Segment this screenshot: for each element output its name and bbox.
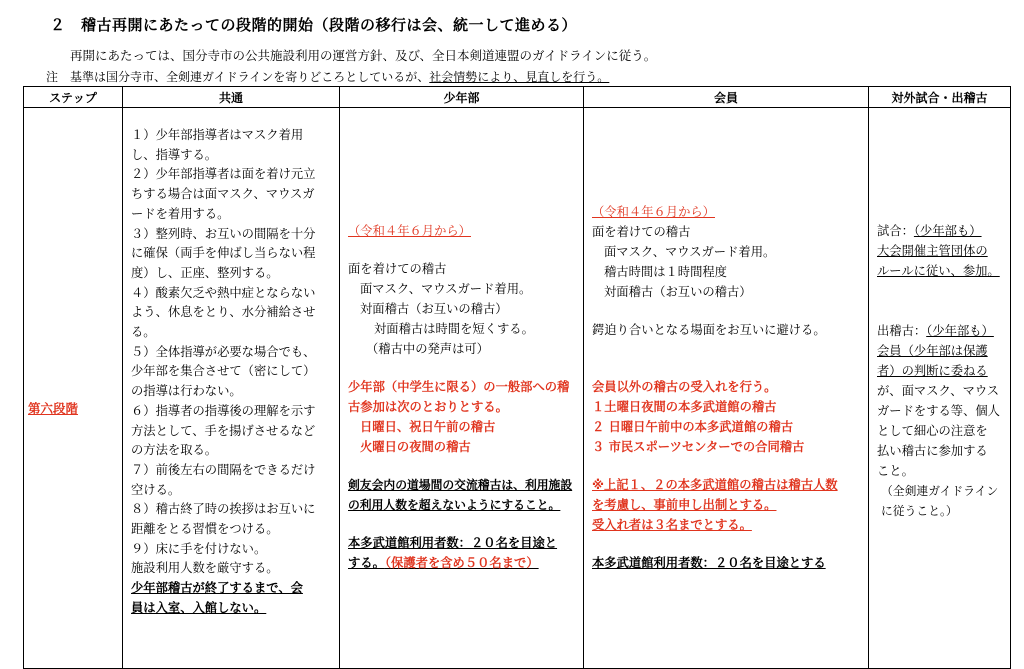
common-line: ５）全体指導が必要な場合でも、 <box>131 344 316 359</box>
col-youth: 少年部 <box>340 87 584 108</box>
members-line: 受入れ者は３名までとする。 <box>592 518 752 532</box>
members-since: （令和４年６月から） <box>592 205 715 219</box>
members-line: １土曜日夜間の本多武道館の稽古 <box>592 400 777 414</box>
common-line: ２）少年部指導者は面を着け元立 <box>131 167 316 182</box>
youth-line: 対面稽古（お互いの稽古） <box>360 302 508 316</box>
common-line: に確保（両手を伸ばし当らない程 <box>131 246 316 261</box>
common-line: の指導は行わない。 <box>131 384 242 399</box>
stage-table <box>23 86 1011 669</box>
common-line: 方法として、手を揚げさせるなど <box>131 423 316 438</box>
external-line: 会員（少年部は保護 <box>877 344 988 358</box>
common-line: ８）稽古終了時の挨拶はお互いに <box>131 502 316 517</box>
section-heading: ２ 稽古再開にあたっての段階的開始（段階の移行は会、統一して進める） <box>50 16 578 34</box>
common-line: よう、休息をとり、水分補給させ <box>131 305 316 320</box>
youth-line: の利用人数を超えないようにすること。 <box>348 498 561 512</box>
external-line: 払い稽古に参加する <box>877 444 988 458</box>
col-step: ステップ <box>24 87 123 108</box>
col-common: 共通 <box>123 87 340 108</box>
external-line: 者）の判断に委ねる <box>877 364 988 378</box>
youth-note-b: （保護者を含め５０名まで） <box>384 556 539 570</box>
external-line: こと。 <box>877 464 914 478</box>
common-line: ７）前後左右の間隔をできるだけ <box>131 462 316 477</box>
step-label: 第六段階 <box>28 401 79 416</box>
members-line: 本多武道館利用者数：２０名を目途とする <box>592 556 826 570</box>
common-line: し、指導する。 <box>131 147 218 162</box>
common-line: の方法を取る。 <box>131 443 218 458</box>
external-line <box>877 322 994 340</box>
common-line: ９）床に手を付けない。 <box>131 541 267 556</box>
external-line: 大会開催主管団体の <box>877 244 988 258</box>
youth-line: 面マスク、マウスガード着用。 <box>360 282 532 296</box>
header-row <box>24 87 1011 108</box>
col-members: 会員 <box>584 87 869 108</box>
youth-note-a: する。 <box>348 556 385 570</box>
youth-cell <box>340 108 584 669</box>
external-line: ルールに従い、参加。 <box>877 264 1000 278</box>
external-visit-youth: （少年部も） <box>926 324 994 338</box>
common-line: ４）酸素欠乏や熱中症とならない <box>131 285 316 300</box>
col-external: 対外試合・出稽古 <box>869 87 1011 108</box>
common-cell <box>123 108 340 669</box>
common-line: 少年部を集合させて（密にして） <box>131 364 316 379</box>
external-line: （全剣連ガイドライン <box>881 484 999 498</box>
youth-line: 剣友会内の道場間の交流稽古は、利用施設 <box>348 478 573 492</box>
common-line: １）少年部指導者はマスク着用 <box>131 128 304 142</box>
youth-line: 本多武道館利用者数：２０名を目途と <box>348 536 558 550</box>
youth-line: 火曜日の夜間の稽古 <box>360 440 471 454</box>
common-line: 度）し、正座、整列する。 <box>131 265 279 280</box>
external-line: に従うこと。） <box>881 504 958 518</box>
external-line: が、面マスク、マウス <box>877 384 1000 398</box>
note-underlined: 社会情勢により、見直しを行う。 <box>429 70 610 84</box>
external-match-label: 試合： <box>877 224 914 238</box>
external-visit-label: 出稽古： <box>877 324 927 338</box>
external-line: ガードをする等、個人 <box>877 404 1000 418</box>
common-line: 施設利用人数を厳守する。 <box>131 561 279 576</box>
common-line: 距離をとる習慣をつける。 <box>131 522 279 536</box>
step-cell <box>24 108 123 669</box>
external-cell <box>869 108 1011 669</box>
external-match-youth: （少年部も） <box>913 224 982 238</box>
members-line: 対面稽古（お互いの稽古） <box>604 285 752 299</box>
members-line: 面を着けての稽古 <box>592 225 691 239</box>
common-line: ードを着用する。 <box>131 206 230 221</box>
youth-line <box>348 554 539 572</box>
members-line: 面マスク、マウスガード着用。 <box>604 245 776 259</box>
members-line: 稽古時間は１時間程度 <box>604 265 727 279</box>
common-line: ６）指導者の指導後の理解を示す <box>131 403 316 418</box>
note-prefix: 注 基準は国分寺市、全剣連ガイドラインを寄りどころとしているが、 <box>46 70 430 84</box>
intro-text: 再開にあたっては、国分寺市の公共施設利用の運営方針、及び、全日本剣道連盟のガイドラインに従う。 <box>70 48 657 63</box>
youth-since: （令和４年６月から） <box>348 224 471 238</box>
external-line <box>877 222 982 240</box>
table-row <box>24 108 1011 669</box>
youth-line: 日曜日、祝日午前の稽古 <box>360 420 496 434</box>
youth-line: 面を着けての稽古 <box>348 262 447 276</box>
members-line: 鍔迫り合いとなる場面をお互いに避ける。 <box>592 323 826 337</box>
members-line: ３ 市民スポーツセンターでの合同稽古 <box>592 440 805 454</box>
common-line: 少年部稽古が終了するまで、会 <box>131 581 303 596</box>
external-line: として細心の注意を <box>877 424 988 438</box>
youth-line: （稽古中の発声は可） <box>366 342 489 356</box>
members-cell <box>584 108 869 669</box>
common-line: 空ける。 <box>131 482 181 497</box>
note-text <box>46 68 609 85</box>
members-line: ※上記１、２の本多武道館の稽古は稽古人数 <box>592 478 838 492</box>
youth-line: 対面稽古は時間を短くする。 <box>374 322 534 336</box>
members-line: ２ 日曜日午前中の本多武道館の稽古 <box>592 420 794 434</box>
youth-line: 古参加は次のとおりとする。 <box>348 400 508 414</box>
common-line: ちする場合は面マスク、マウスガ <box>131 187 315 202</box>
youth-line: 少年部（中学生に限る）の一般部への稽 <box>348 380 570 394</box>
common-line: ３）整列時、お互いの間隔を十分 <box>131 226 316 241</box>
members-line: を考慮し、事前申し出制とする。 <box>592 498 777 512</box>
members-line: 会員以外の稽古の受入れを行う。 <box>592 380 777 394</box>
common-line: る。 <box>131 325 156 339</box>
common-line: 員は入室、入館しない。 <box>131 600 267 615</box>
